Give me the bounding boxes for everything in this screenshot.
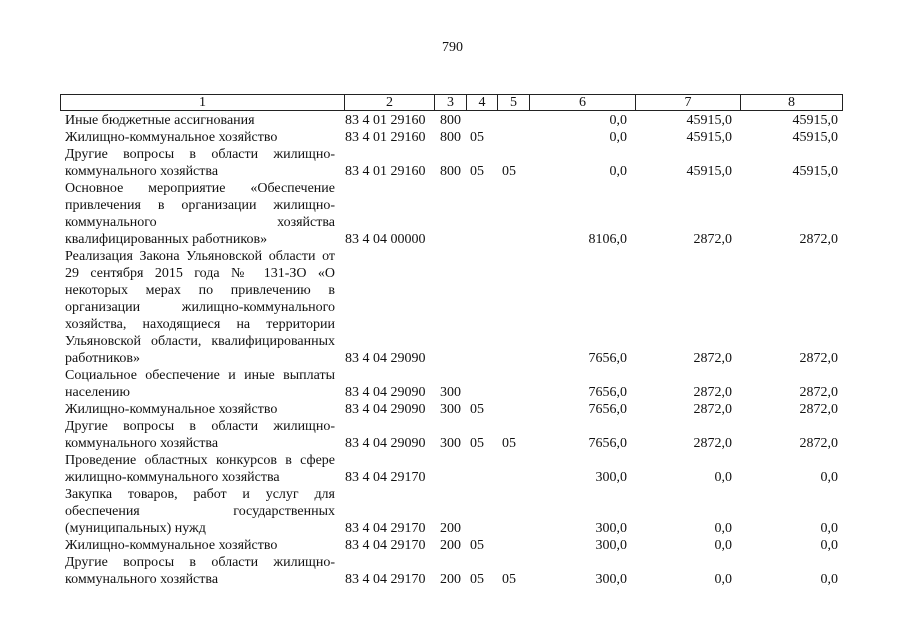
row-value-6: 300,0 — [595, 470, 627, 485]
row-vr: 800 — [440, 113, 461, 128]
row-value-7: 2872,0 — [693, 402, 732, 417]
row-value-8: 2872,0 — [799, 436, 838, 451]
row-pr: 05 — [502, 572, 516, 587]
row-pr: 05 — [502, 164, 516, 179]
row-value-8: 45915,0 — [792, 113, 838, 128]
row-vr: 200 — [440, 521, 461, 536]
row-value-8: 2872,0 — [799, 351, 838, 366]
row-name: Реализация Закона Ульяновской области от 29 сентября 2015 года № 131-ЗО «О некоторых мерах по привлечению в организации жилищно-коммунального хозяйства, находящиеся на территории Ульяновской области, квалифицированных работников» — [65, 249, 335, 366]
row-value-6: 7656,0 — [588, 351, 627, 366]
row-code: 83 4 04 29170 — [345, 538, 426, 553]
row-value-6: 7656,0 — [588, 436, 627, 451]
row-value-7: 45915,0 — [686, 113, 732, 128]
row-value-8: 0,0 — [820, 538, 838, 553]
table-row — [0, 418, 905, 452]
header-col-5: 5 — [497, 95, 529, 110]
row-value-6: 0,0 — [609, 130, 627, 145]
table-header — [60, 94, 843, 111]
row-value-6: 0,0 — [609, 113, 627, 128]
row-name: Основное мероприятие «Обеспечение привлечения в организации жилищно-коммунального хозяйства квалифицированных работников» — [65, 181, 335, 247]
row-name: Иные бюджетные ассигнования — [65, 113, 255, 128]
row-vr: 300 — [440, 385, 461, 400]
row-value-6: 7656,0 — [588, 402, 627, 417]
row-value-7: 45915,0 — [686, 164, 732, 179]
header-col-3: 3 — [434, 95, 466, 110]
row-vr: 800 — [440, 164, 461, 179]
row-rz: 05 — [470, 164, 484, 179]
row-value-6: 0,0 — [609, 164, 627, 179]
row-vr: 200 — [440, 538, 461, 553]
row-value-8: 2872,0 — [799, 402, 838, 417]
page-number: 790 — [442, 40, 463, 55]
row-value-6: 300,0 — [595, 572, 627, 587]
table-body — [0, 112, 905, 588]
row-rz: 05 — [470, 538, 484, 553]
row-code: 83 4 04 29170 — [345, 521, 426, 536]
row-value-8: 2872,0 — [799, 232, 838, 247]
row-vr: 200 — [440, 572, 461, 587]
header-col-7: 7 — [635, 95, 740, 110]
row-value-8: 45915,0 — [792, 130, 838, 145]
row-value-7: 0,0 — [714, 521, 732, 536]
table-row — [0, 367, 905, 401]
table-row — [0, 452, 905, 486]
row-name: Социальное обеспечение и иные выплаты населению — [65, 368, 335, 400]
row-rz: 05 — [470, 572, 484, 587]
row-code: 83 4 04 29090 — [345, 385, 426, 400]
table-row — [0, 486, 905, 537]
row-code: 83 4 04 29170 — [345, 572, 426, 587]
row-rz: 05 — [470, 402, 484, 417]
row-vr: 300 — [440, 436, 461, 451]
row-code: 83 4 04 29090 — [345, 351, 426, 366]
row-vr: 800 — [440, 130, 461, 145]
header-col-2: 2 — [344, 95, 434, 110]
row-rz: 05 — [470, 436, 484, 451]
row-value-6: 7656,0 — [588, 385, 627, 400]
row-value-8: 2872,0 — [799, 385, 838, 400]
row-value-8: 45915,0 — [792, 164, 838, 179]
row-name: Другие вопросы в области жилищно-коммунального хозяйства — [65, 419, 335, 451]
table-row — [0, 129, 905, 146]
row-code: 83 4 01 29160 — [345, 113, 426, 128]
row-value-6: 300,0 — [595, 521, 627, 536]
row-code: 83 4 04 29170 — [345, 470, 426, 485]
row-code: 83 4 01 29160 — [345, 164, 426, 179]
row-value-8: 0,0 — [820, 572, 838, 587]
header-col-6: 6 — [529, 95, 635, 110]
row-value-7: 2872,0 — [693, 232, 732, 247]
row-code: 83 4 04 29090 — [345, 436, 426, 451]
row-name: Жилищно-коммунальное хозяйство — [65, 402, 278, 417]
row-name: Другие вопросы в области жилищно-коммунального хозяйства — [65, 555, 335, 587]
row-rz: 05 — [470, 130, 484, 145]
row-name: Закупка товаров, работ и услуг для обеспечения государственных (муниципальных) нужд — [65, 487, 335, 536]
row-name: Жилищно-коммунальное хозяйство — [65, 538, 278, 553]
row-value-7: 45915,0 — [686, 130, 732, 145]
table-row — [0, 537, 905, 554]
table-row — [0, 112, 905, 129]
row-vr: 300 — [440, 402, 461, 417]
header-col-4: 4 — [466, 95, 497, 110]
table-row — [0, 554, 905, 588]
row-value-8: 0,0 — [820, 521, 838, 536]
row-pr: 05 — [502, 436, 516, 451]
row-value-7: 2872,0 — [693, 351, 732, 366]
header-col-8: 8 — [740, 95, 842, 110]
row-name: Жилищно-коммунальное хозяйство — [65, 130, 278, 145]
row-code: 83 4 01 29160 — [345, 130, 426, 145]
row-name: Проведение областных конкурсов в сфере жилищно-коммунального хозяйства — [65, 453, 335, 485]
row-value-7: 2872,0 — [693, 385, 732, 400]
table-row — [0, 248, 905, 367]
row-name: Другие вопросы в области жилищно-коммунального хозяйства — [65, 147, 335, 179]
row-code: 83 4 04 00000 — [345, 232, 426, 247]
row-code: 83 4 04 29090 — [345, 402, 426, 417]
row-value-7: 2872,0 — [693, 436, 732, 451]
row-value-6: 300,0 — [595, 538, 627, 553]
row-value-8: 0,0 — [820, 470, 838, 485]
row-value-7: 0,0 — [714, 538, 732, 553]
header-col-1: 1 — [199, 95, 206, 110]
row-value-7: 0,0 — [714, 470, 732, 485]
row-value-7: 0,0 — [714, 572, 732, 587]
table-row — [0, 146, 905, 180]
table-row — [0, 180, 905, 248]
table-row — [0, 401, 905, 418]
row-value-6: 8106,0 — [588, 232, 627, 247]
